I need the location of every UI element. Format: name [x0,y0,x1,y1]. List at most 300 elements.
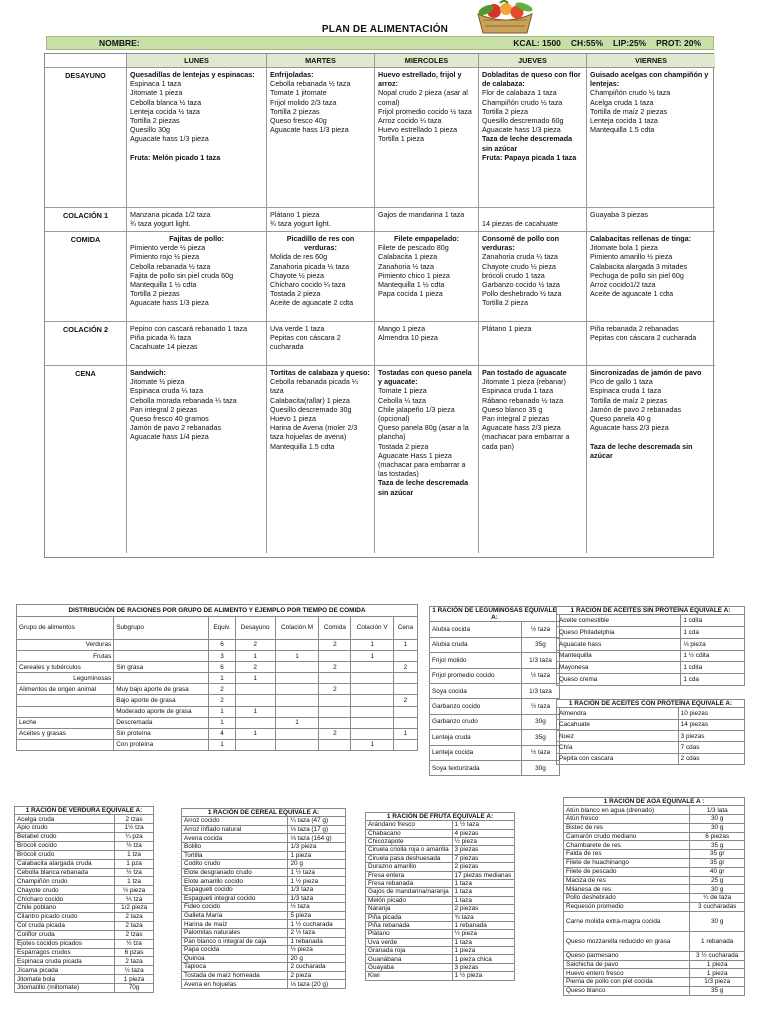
meal-cell [127,68,267,208]
table-row [557,742,745,753]
table-cell [275,684,319,695]
table-row [430,714,560,729]
portion: 1 tza [115,877,154,886]
dish-title: Dobladitas de queso con flor de calabaza: [482,70,581,89]
ingredient-line: Aguacate hass 1/3 pieza [130,298,209,308]
ingredient-line: Garbanzo cocido ½ taza [482,280,560,290]
food-name: Chambarete de res [564,841,690,850]
ingredient-line: Calabacita alargada 3 mitades [590,261,688,271]
table-cell [393,684,417,695]
table-cell [351,684,394,695]
food-name: Frijol molido [430,653,522,668]
table-row [17,684,418,695]
food-name: Chícharo cocido [15,895,115,904]
meal-cell [587,322,715,366]
food-name: Cilantro picado crudo [15,913,115,922]
aoa-title: 1 RACIÓN DE AOA EQUIVALE A : [564,798,745,806]
ingredient-line: Fruta: Papaya picada 1 taza [482,152,577,162]
portion: 2 taza [115,921,154,930]
food-name: Galleta María [182,911,288,920]
portion: 2 piezas [452,863,514,871]
table-row [557,650,745,662]
ingredient-line: Guayaba 3 piezas [590,210,648,219]
food-name: Huevo entero fresco [564,969,690,978]
dish-title: Filete empapelado: [393,234,460,243]
ingredient-line: Tortilla de maíz 2 piezas [590,106,668,116]
food-name: Gajos de mandarina/naranja [366,888,453,896]
portion: 30 g [690,885,745,894]
table-cell: 2 [209,684,235,695]
portion: ¾ taza [452,913,514,921]
portion: ½ taza [115,966,154,975]
ch-value: CH:55% [570,38,604,48]
food-name: Naranja [366,905,453,913]
food-name: Guayaba [366,963,453,971]
portion: 35g [521,730,559,745]
table-cell [235,695,275,706]
ingredient-line: Nopal crudo 2 pieza (asar al comal) [378,88,468,107]
table-row [564,978,745,987]
food-name: Salchicha de pavo [564,960,690,969]
distribution-table [16,604,418,751]
vegetable-basket-icon [464,0,546,34]
portion: 1/2 pieza [115,904,154,913]
dish-title: Enfrijoladas: [270,70,314,79]
table-row [182,834,346,843]
ingredient-line: Queso panela 40 g [590,414,651,424]
table-row [182,911,346,920]
table-cell [393,706,417,717]
food-name: Pollo deshebrado [564,894,690,903]
portion: ¼ de taza [690,894,745,903]
table-row [366,888,515,896]
ingredient-line: Gajos de mandarina 1 taza [378,210,465,219]
ingredient-line: Plátano 1 pieza [270,210,320,219]
ingredient-line: Rábano rebanado ½ taza [482,395,564,405]
table-row [557,708,745,719]
table-row [430,668,560,683]
meal-cell [267,322,375,366]
table-row [564,815,745,824]
ingredient-line: Pan integral 2 piezas [482,414,550,424]
table-row [557,638,745,650]
table-cell: 1 [235,651,275,662]
ingredient-line: Tomate 1 jitomate [270,88,327,98]
table-row [182,868,346,877]
portion: 1 pieza [288,851,346,860]
table-cell: Frutas [17,651,114,662]
food-name: Bolillo [182,842,288,851]
food-name: Chicozapote [366,837,453,845]
portion: 1/3 taza [521,653,559,668]
portion: 1 ½ cdita [681,650,745,662]
column-header: Cena [393,617,417,640]
table-cell: 2 [319,728,351,739]
table-cell [319,695,351,706]
ingredient-line: Jitomate ½ pieza [130,377,185,387]
table-cell [114,651,209,662]
table-row [15,975,154,984]
portion: 4 piezas [452,829,514,837]
ingredient-line: Espinaca 1 taza [130,79,182,89]
table-row [557,662,745,674]
table-row [557,730,745,741]
table-row [182,954,346,963]
portion: 35g [521,637,559,652]
table-row [366,871,515,879]
portion: 1 taza [452,896,514,904]
table-cell [235,684,275,695]
table-row [564,850,745,859]
table-row [182,894,346,903]
table-cell [275,739,319,750]
food-name: Pierna de pollo con piel cocida [564,978,690,987]
ingredient-line: Lenteja cocida ½ taza [130,106,200,116]
portion: 1 taza [452,879,514,887]
table-cell: 2 [319,684,351,695]
portion: 14 piezas [678,719,744,730]
portion: ½ taza [521,699,559,714]
table-cell: 3 [209,651,235,662]
food-name: Codito crudo [182,860,288,869]
food-name: Brócoli cocido [15,841,115,850]
ingredient-line: Mango 1 pieza [378,324,426,333]
ingredient-line: Jitomate bola 1 pieza [590,243,658,253]
table-row [182,885,346,894]
table-row [366,921,515,929]
table-cell [275,706,319,717]
ingredient-line: Champiñón crudo ½ taza [590,88,671,98]
table-row [15,913,154,922]
table-row [564,885,745,894]
food-name: Chabacano [366,829,453,837]
portion: ⅓ taza (20 g) [288,980,346,989]
portion: 1 pza [115,859,154,868]
ingredient-line: Cacahuate 14 piezas [130,342,198,352]
portion: 1/3 pieza [288,842,346,851]
portion: ½ tza [115,841,154,850]
food-name: Milanesa de res [564,885,690,894]
portion: ½ taza [521,745,559,760]
table-row [15,966,154,975]
table-cell [17,739,114,750]
ingredient-line: Flor de calabaza 1 taza [482,88,557,98]
portion: ½ taza [288,903,346,912]
table-cell [393,739,417,750]
food-name: Espárragos crudos [15,948,115,957]
table-row [564,951,745,960]
table-row [182,842,346,851]
ingredient-line [130,144,263,153]
ingredient-line: Calabacita(rallar) 1 pieza [270,395,350,405]
food-name: Cebolla blanca rebanada [15,868,115,877]
table-row [366,913,515,921]
food-name: Jitomate bola [15,975,115,984]
meal-cell [375,232,479,322]
portion: 40 gr [690,867,745,876]
table-row [15,957,154,966]
ingredient-line: Pimiento rojo ½ pieza [130,252,200,262]
name-label: NOMBRE: [99,38,140,48]
food-name: Apio crudo [15,824,115,833]
portion: 1 cda [681,674,745,686]
portion: 30 g [690,815,745,824]
ingredient-line: Fajita de pollo sin piel cruda 60g [130,270,234,280]
meal-label: CENA [45,366,127,553]
food-name: Chayote crudo [15,886,115,895]
table-cell: Leche [17,717,114,728]
table-row [366,938,515,946]
portion: 2 cucharada [288,963,346,972]
portion: 30 g [690,911,745,931]
portion: 3 cucharadas [690,902,745,911]
ingredient-line: Chícharo cocido ¼ taza [270,280,346,290]
table-cell: 2 [319,640,351,651]
ingredient-line: Quesillo descremado 30g [270,404,352,414]
ingredient-line: Champiñón crudo ½ taza [482,97,563,107]
food-name: Soya cocida [430,683,522,698]
food-name: Queso crema [557,674,681,686]
table-row [15,895,154,904]
ingredient-line: Cebolla rebanada ½ taza [270,79,351,89]
ingredient-line: Uva verde 1 taza [270,324,325,333]
portion: ½ tza [115,868,154,877]
food-name: Harina de maíz [182,920,288,929]
food-name: Mayonesa [557,662,681,674]
food-name: Uva verde [366,938,453,946]
table-row [182,877,346,886]
portion: 10 piezas [678,708,744,719]
ingredient-line: Tostada 2 pieza [270,289,321,299]
ingredient-line: Jitomate 1 pieza (rebanar) [482,377,566,387]
table-cell [393,673,417,684]
lip-value: LIP:25% [613,38,647,48]
table-cell [319,717,351,728]
table-cell: Bajo aporte de grasa [114,695,209,706]
table-row [17,662,418,673]
table-cell: 1 [351,640,394,651]
ingredient-line: Jitomate 1 pieza [130,88,183,98]
table-row [17,640,418,651]
meal-cell [587,208,715,232]
table-row [564,960,745,969]
food-name: Jícama picada [15,966,115,975]
portion: 20 g [288,954,346,963]
table-cell [17,695,114,706]
ingredient-line: Tortilla 1 pieza [378,134,424,144]
table-cell: 1 [351,739,394,750]
portion: ⅓ pieza [681,638,745,650]
table-cell: 2 [235,662,275,673]
food-name: Elote amarillo cocido [182,877,288,886]
ingredient-line: Cebolla blanca ½ taza [130,97,202,107]
day-header: VIERNES [587,54,715,68]
vegetables-table [14,806,154,993]
food-name: Guanábana [366,955,453,963]
ingredient-line: Pimiento chico 1 pieza [378,270,450,280]
ingredient-line: Piña rebanada 2 rebanadas [590,324,679,333]
food-name: Nuez [557,730,679,741]
ingredient-line: Almendra 10 pieza [378,333,438,343]
dish-title: Pan tostado de aguacate [482,368,567,377]
food-name: Espagueti cocido [182,885,288,894]
food-name: Avena en hojuelas [182,980,288,989]
ingredient-line: Tortilla 2 piezas [130,289,180,299]
table-row [182,963,346,972]
portion: ⅕ tza [115,895,154,904]
ingredient-line: Zanahoria cruda ¼ taza [482,252,558,262]
ingredient-line: Aguacate hass 1/3 pieza [482,125,561,135]
table-cell: Verduras [17,640,114,651]
portion: 1 rebanada [452,921,514,929]
food-name: Granada roja [366,947,453,955]
table-row [15,815,154,824]
ingredient-line: Queso fresco 40 gramos [130,414,209,424]
table-cell [319,673,351,684]
table-cell: 2 [235,640,275,651]
portion: ½ pieza [452,930,514,938]
food-name: Papa cocida [182,946,288,955]
ingredient-line: Tostada 2 pieza [378,441,429,451]
table-row [15,832,154,841]
dish-title: Fajitas de pollo: [169,234,224,243]
portion: 1 ½ pieza [288,877,346,886]
ingredient-line: Pepitas con cáscara 2 cucharada [590,333,697,343]
ingredient-line: Acelga cruda 1 taza [590,97,654,107]
portion: 1/3 taza [288,885,346,894]
dish-title: Quesadillas de lentejas y espinacas: [130,70,255,79]
portion: 1 ½ taza [452,821,514,829]
meal-cell [479,232,587,322]
table-cell: 1 [235,673,275,684]
table-row [366,821,515,829]
table-row [182,946,346,955]
table-cell [393,651,417,662]
food-name: Atún fresco [564,815,690,824]
table-cell: 1 [209,706,235,717]
name-bar [46,36,714,50]
meal-cell [267,208,375,232]
portion: 2 taza [115,913,154,922]
table-row [182,851,346,860]
portion: 2 piezas [452,905,514,913]
table-cell: Sin proteína [114,728,209,739]
ingredient-line: Cebolla rebanada ½ taza [130,261,211,271]
ingredient-line: Pico de gallo 1 taza [590,377,653,387]
fruits-title: 1 RACIÓN DE FRUTA EQUIVALE A: [366,813,515,821]
table-row [15,841,154,850]
table-row [564,911,745,931]
table-cell: 1 [275,651,319,662]
table-row [564,876,745,885]
dish-title: Tortitas de calabaza y queso: [270,368,370,377]
food-name: Chile poblano [15,904,115,913]
food-name: Pepita con cascara [557,753,679,764]
food-name: Falda de res [564,850,690,859]
food-name: Chía [557,742,679,753]
ingredient-line: Pollo deshebrado ½ taza [482,289,562,299]
meal-cell [127,208,267,232]
food-name: Carne molida extra-magra cocida [564,911,690,931]
table-cell [319,706,351,717]
ingredient-line: 14 piezas de cacahuate [482,219,558,229]
column-header: Desayuno [235,617,275,640]
meal-cell [587,232,715,322]
table-cell: Con proteína [114,739,209,750]
food-name: Ciruela criolla roja o amarilla [366,846,453,854]
table-row [17,695,418,706]
portion: ½ taza [521,622,559,637]
legumes-title: 1 RACIÓN DE LEGUMINOSAS EQUIVALE A: [430,607,560,622]
ingredient-line: Pepino con cascará rebanado 1 taza [130,324,248,333]
portion: 1 pieza [690,960,745,969]
portion: 7 piezas [452,854,514,862]
table-row [557,753,745,764]
portion: 1 pieza [115,975,154,984]
meal-cell [267,366,375,553]
food-name: Arroz inflado natural [182,825,288,834]
food-name: Col cruda picada [15,921,115,930]
ingredient-line: Lenteja cocida 1 taza [590,116,658,126]
column-header: Equiv. [209,617,235,640]
kcal-value: KCAL: 1500 [513,38,561,48]
food-name: Arándano fresco [366,821,453,829]
table-cell: 6 [209,662,235,673]
column-header: Colación V [351,617,394,640]
table-row [430,699,560,714]
day-header: LUNES [127,54,267,68]
food-name: Espinaca cruda picada [15,957,115,966]
portion: 1 cda [681,627,745,639]
food-name: Calabacita alargada cruda [15,859,115,868]
table-cell: 1 [393,640,417,651]
meal-cell [267,68,375,208]
table-row [366,863,515,871]
table-cell: 2 [209,695,235,706]
portion: 70g [115,984,154,993]
portion: 30 g [690,823,745,832]
portion: ½ pieza [288,946,346,955]
table-row [15,904,154,913]
dish-title: Sandwich: [130,368,166,377]
table-row [182,860,346,869]
portion: 35 gr [690,858,745,867]
table-row [366,846,515,854]
portion: 1/3 taza [521,683,559,698]
page-title: PLAN DE ALIMENTACIÓN [321,24,449,35]
table-row [430,730,560,745]
table-row [366,879,515,887]
table-cell: Descremada [114,717,209,728]
portion: 5 pieza [288,911,346,920]
table-row [15,868,154,877]
table-row [17,728,418,739]
table-cell: 2 [393,695,417,706]
table-row [366,930,515,938]
table-row [557,719,745,730]
food-name: Queso mozzarella reducido en grasa [564,931,690,951]
column-header: Colación M [275,617,319,640]
table-row [366,947,515,955]
table-cell [351,673,394,684]
portion: 3 ½ cucharada [690,951,745,960]
ingredient-line: Espinaca cruda 1 taza [482,386,554,396]
food-name: Atún blanco en agua (drenado) [564,806,690,815]
table-cell [319,651,351,662]
cereals-title: 1 RACIÓN DE CEREAL EQUIVALE A: [182,809,346,817]
food-name: Kiwi [366,972,453,980]
dish-title: Consomé de pollo con verduras: [482,234,560,253]
